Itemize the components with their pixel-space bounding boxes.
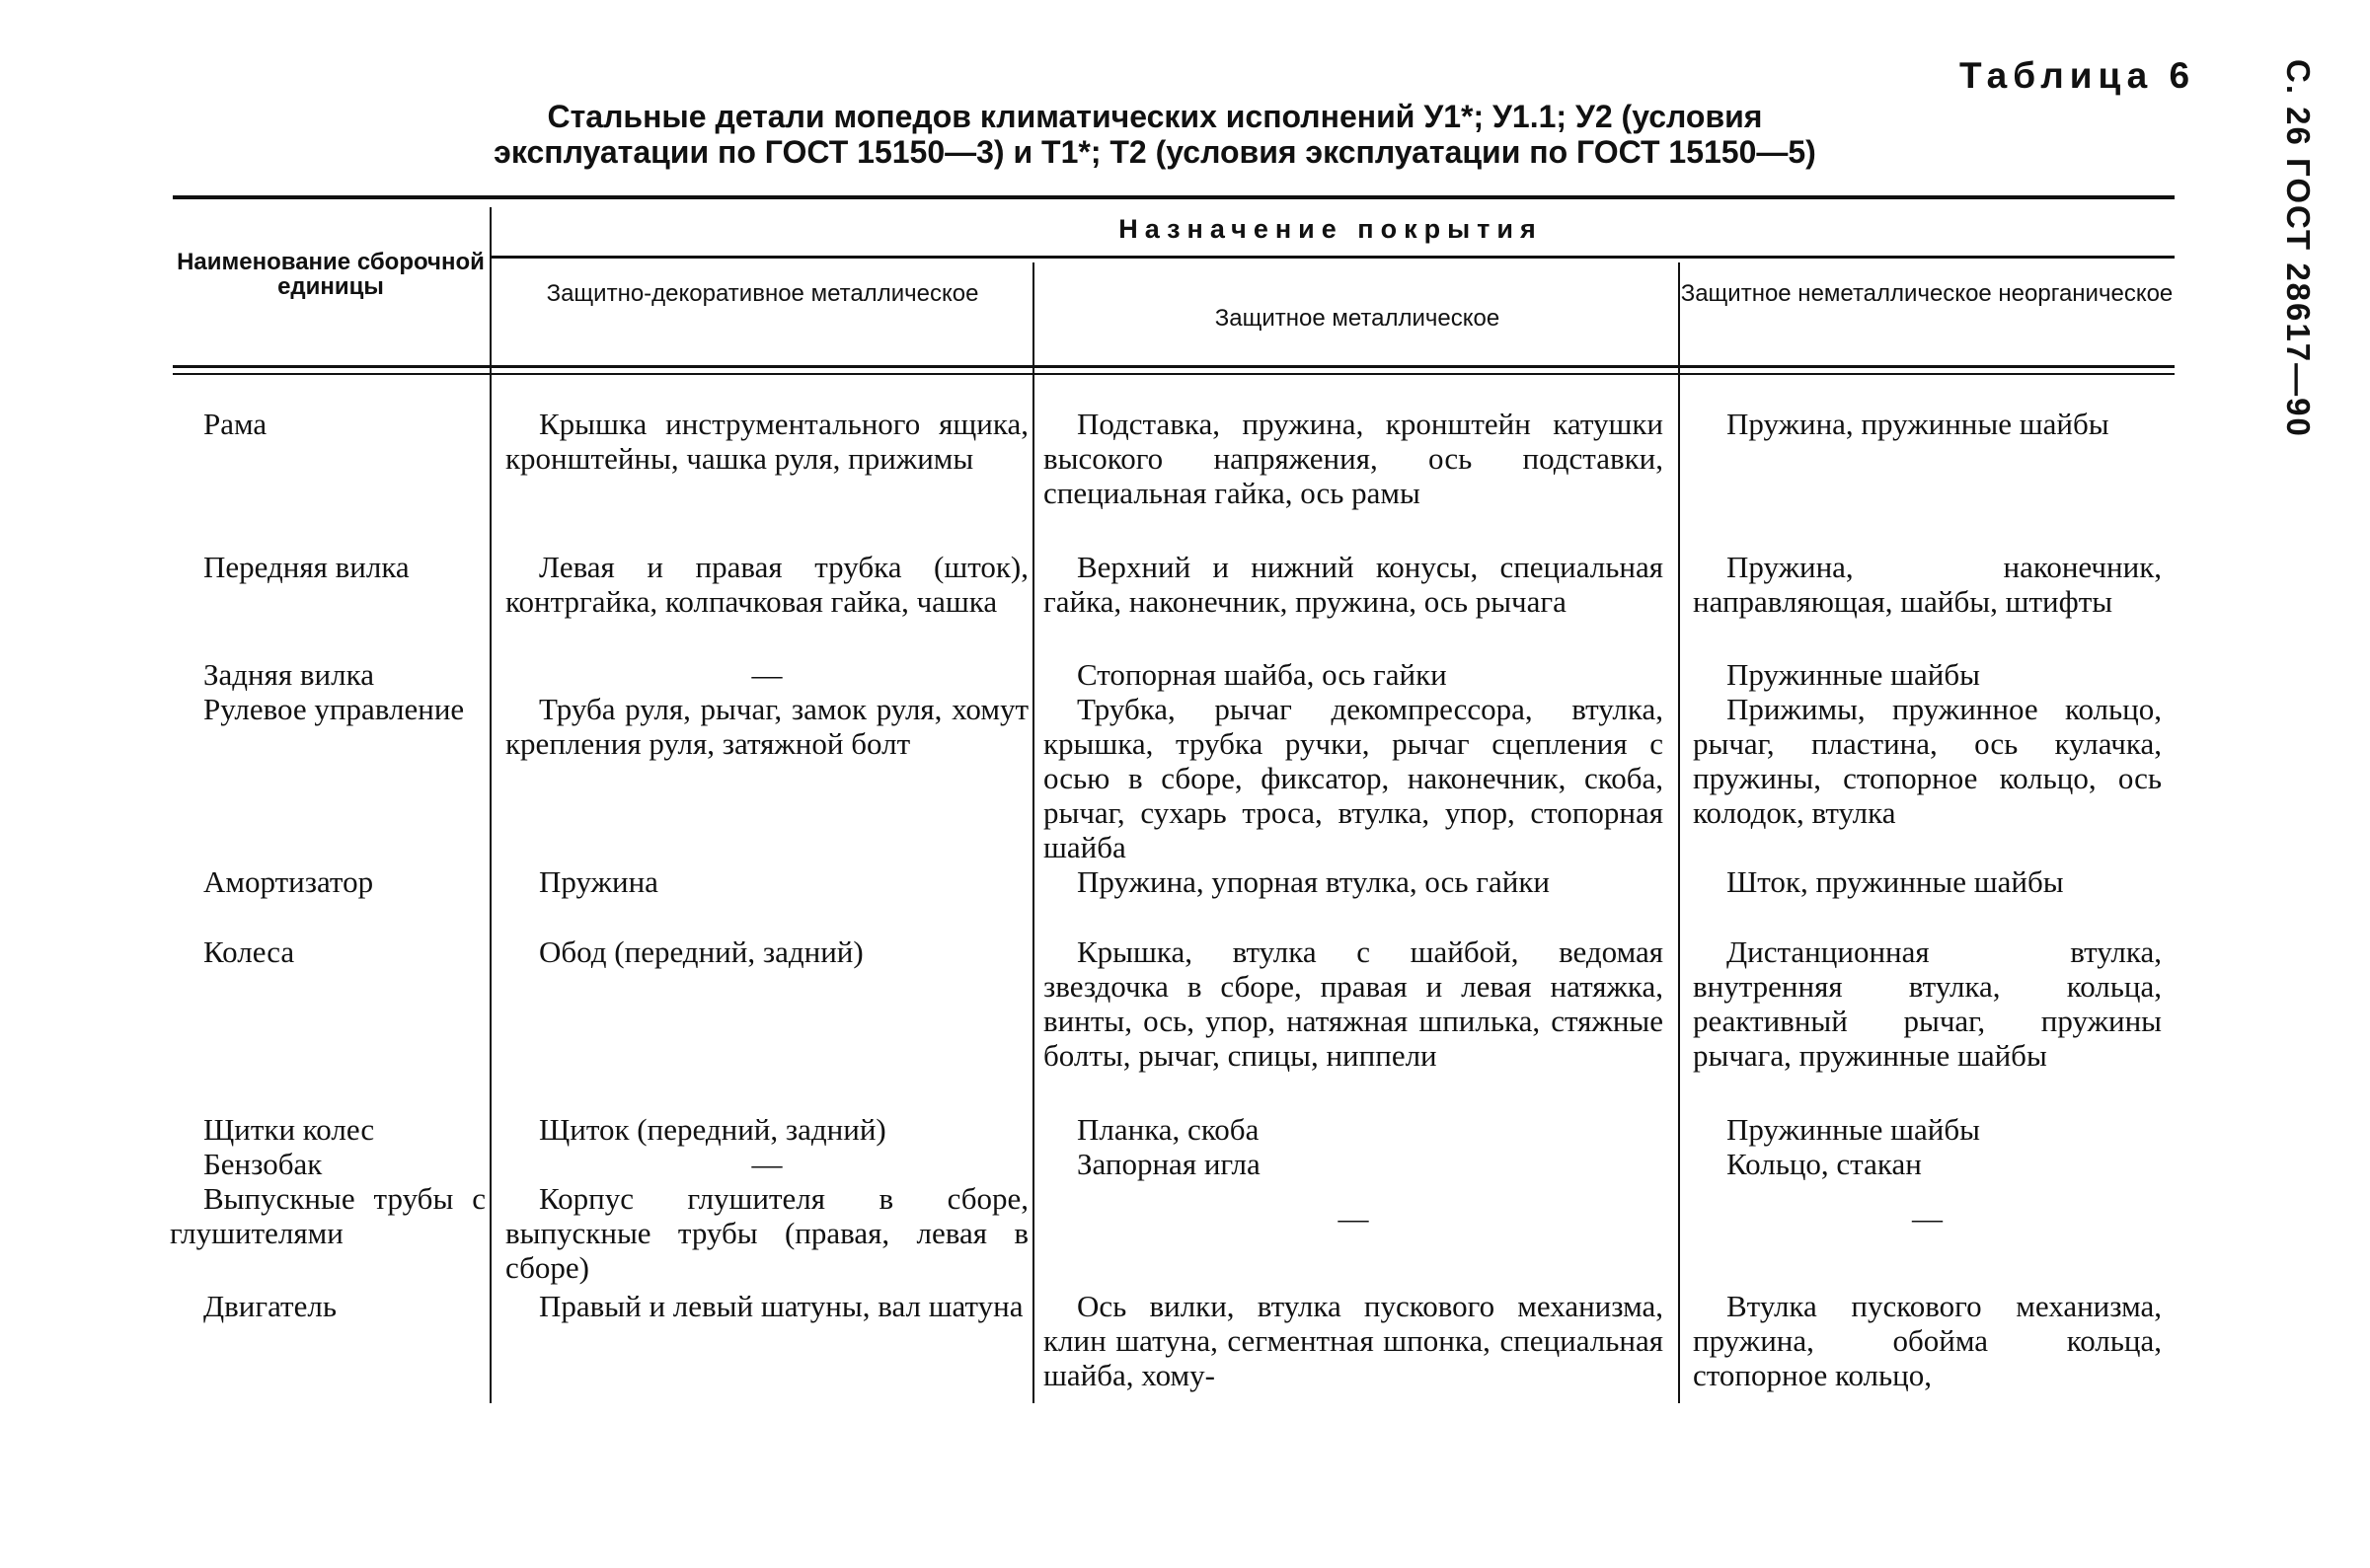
cell-unit-name: Задняя вилка [203,657,374,692]
cell-protective-nonmetallic: Шток, пружинные шайбы [1726,864,2064,899]
column-divider-2 [1032,262,1034,1403]
header-coating-purpose: Назначение покрытия [1118,214,1543,244]
cell-unit-name: Щитки колес [203,1112,375,1147]
cell-protective-nonmetallic: — [1912,1201,1943,1235]
cell-protective-nonmetallic: Пружина, пружинные шайбы [1726,407,2109,441]
header-protective-nonmetallic: Защитное неметаллическое неорганическое [1680,280,2174,307]
cell-unit-name: Рама [203,407,268,441]
cell-protective-nonmetallic: Пружина, наконечник, направляющая, шайбы, штифты [1693,550,2162,619]
cell-protective-nonmetallic: Дистанционная втулка, внутренняя втулка, кольца, реактивный рычаг, пружины рычага, пружинные шайбы [1693,934,2162,1073]
cell-protective-decorative: Труба руля, рычаг, замок руля, хомут крепления руля, затяжной болт [505,692,1029,761]
cell-protective-decorative: Корпус глушителя в сборе, выпускные трубы (правая, левая в сборе) [505,1181,1029,1285]
cell-protective-decorative: — [751,657,783,692]
cell-protective-metallic: Крышка, втулка с шайбой, ведомая звездочка в сборе, правая и левая натяжка, винты, ось, упор, натяжная шпилька, стяжные болты, рычаг, спицы, ниппели [1043,934,1663,1073]
cell-protective-metallic: Верхний и нижний конусы, специальная гайка, наконечник, пружина, ось рычага [1043,550,1663,619]
cell-protective-metallic: Запорная игла [1077,1147,1261,1181]
table-title-line-1: Стальные детали мопедов климатических исполнений У1*; У1.1; У2 (условия [547,99,1763,134]
cell-protective-nonmetallic: Пружинные шайбы [1726,657,1980,692]
cell-protective-decorative: — [751,1147,783,1181]
cell-protective-nonmetallic: Втулка пускового механизма, пружина, обойма кольца, стопорное кольцо, [1693,1289,2162,1392]
cell-unit-name: Бензобак [203,1147,323,1181]
cell-protective-metallic: Стопорная шайба, ось гайки [1077,657,1447,692]
cell-protective-metallic: Планка, скоба [1077,1112,1260,1147]
cell-protective-decorative: Щиток (передний, задний) [539,1112,886,1147]
column-divider-1 [490,207,492,1403]
group-header-rule [492,256,2175,259]
header-protective-metallic: Защитное металлическое [1214,305,1500,332]
header-bottom-rule-2 [173,373,2175,375]
header-bottom-rule-1 [173,365,2175,368]
cell-unit-name: Колеса [203,934,295,969]
cell-protective-metallic: Пружина, упорная втулка, ось гайки [1077,864,1550,899]
cell-unit-name: Рулевое управление [203,692,465,726]
cell-protective-decorative: Правый и левый шатуны, вал шатуна [539,1289,1024,1323]
side-page-code-text: С. 26 ГОСТ 28617—90 [2280,59,2317,438]
cell-unit-name: Двигатель [203,1289,337,1323]
cell-unit-name: Амортизатор [203,864,374,899]
cell-unit-name: Выпускные трубы с глушителями [170,1181,486,1250]
table-label: Таблица 6 [1959,55,2196,96]
cell-protective-metallic: Трубка, рычаг декомпрессора, втулка, крышка, трубка ручки, рычаг сцепления с осью в сборе, фиксатор, наконечник, скоба, рычаг, сухарь троса, втулка, упор, стопорная шайба [1043,692,1663,864]
table-title-line-2: эксплуатации по ГОСТ 15150—3) и Т1*; Т2 (условия эксплуатации по ГОСТ 15150—5) [494,134,1816,170]
cell-protective-decorative: Левая и правая трубка (шток), контргайка, колпачковая гайка, чашка [505,550,1029,619]
cell-unit-name: Передняя вилка [203,550,410,584]
table-top-rule [173,195,2175,199]
cell-protective-metallic: — [1338,1201,1369,1235]
cell-protective-nonmetallic: Пружинные шайбы [1726,1112,1980,1147]
header-protective-decorative: Защитно-декоративное металлическое [546,280,979,307]
cell-protective-metallic: Подставка, пружина, кронштейн катушки высокого напряжения, ось подставки, специальная гайка, ось рамы [1043,407,1663,510]
side-page-code [2275,59,2325,454]
cell-protective-metallic: Ось вилки, втулка пускового механизма, клин шатуна, сегментная шпонка, специальная шайба, хому- [1043,1289,1663,1392]
cell-protective-nonmetallic: Прижимы, пружинное кольцо, рычаг, пластина, ось кулачка, пружины, стопорное кольцо, ось колодок, втулка [1693,692,2162,830]
cell-protective-decorative: Обод (передний, задний) [539,934,864,969]
cell-protective-decorative: Пружина [539,864,658,899]
cell-protective-decorative: Крышка инструментального ящика, кронштейны, чашка руля, прижимы [505,407,1029,476]
column-divider-3 [1678,262,1680,1403]
header-assembly-unit: Наименование сборочной единицы [177,249,485,301]
cell-protective-nonmetallic: Кольцо, стакан [1726,1147,1922,1181]
